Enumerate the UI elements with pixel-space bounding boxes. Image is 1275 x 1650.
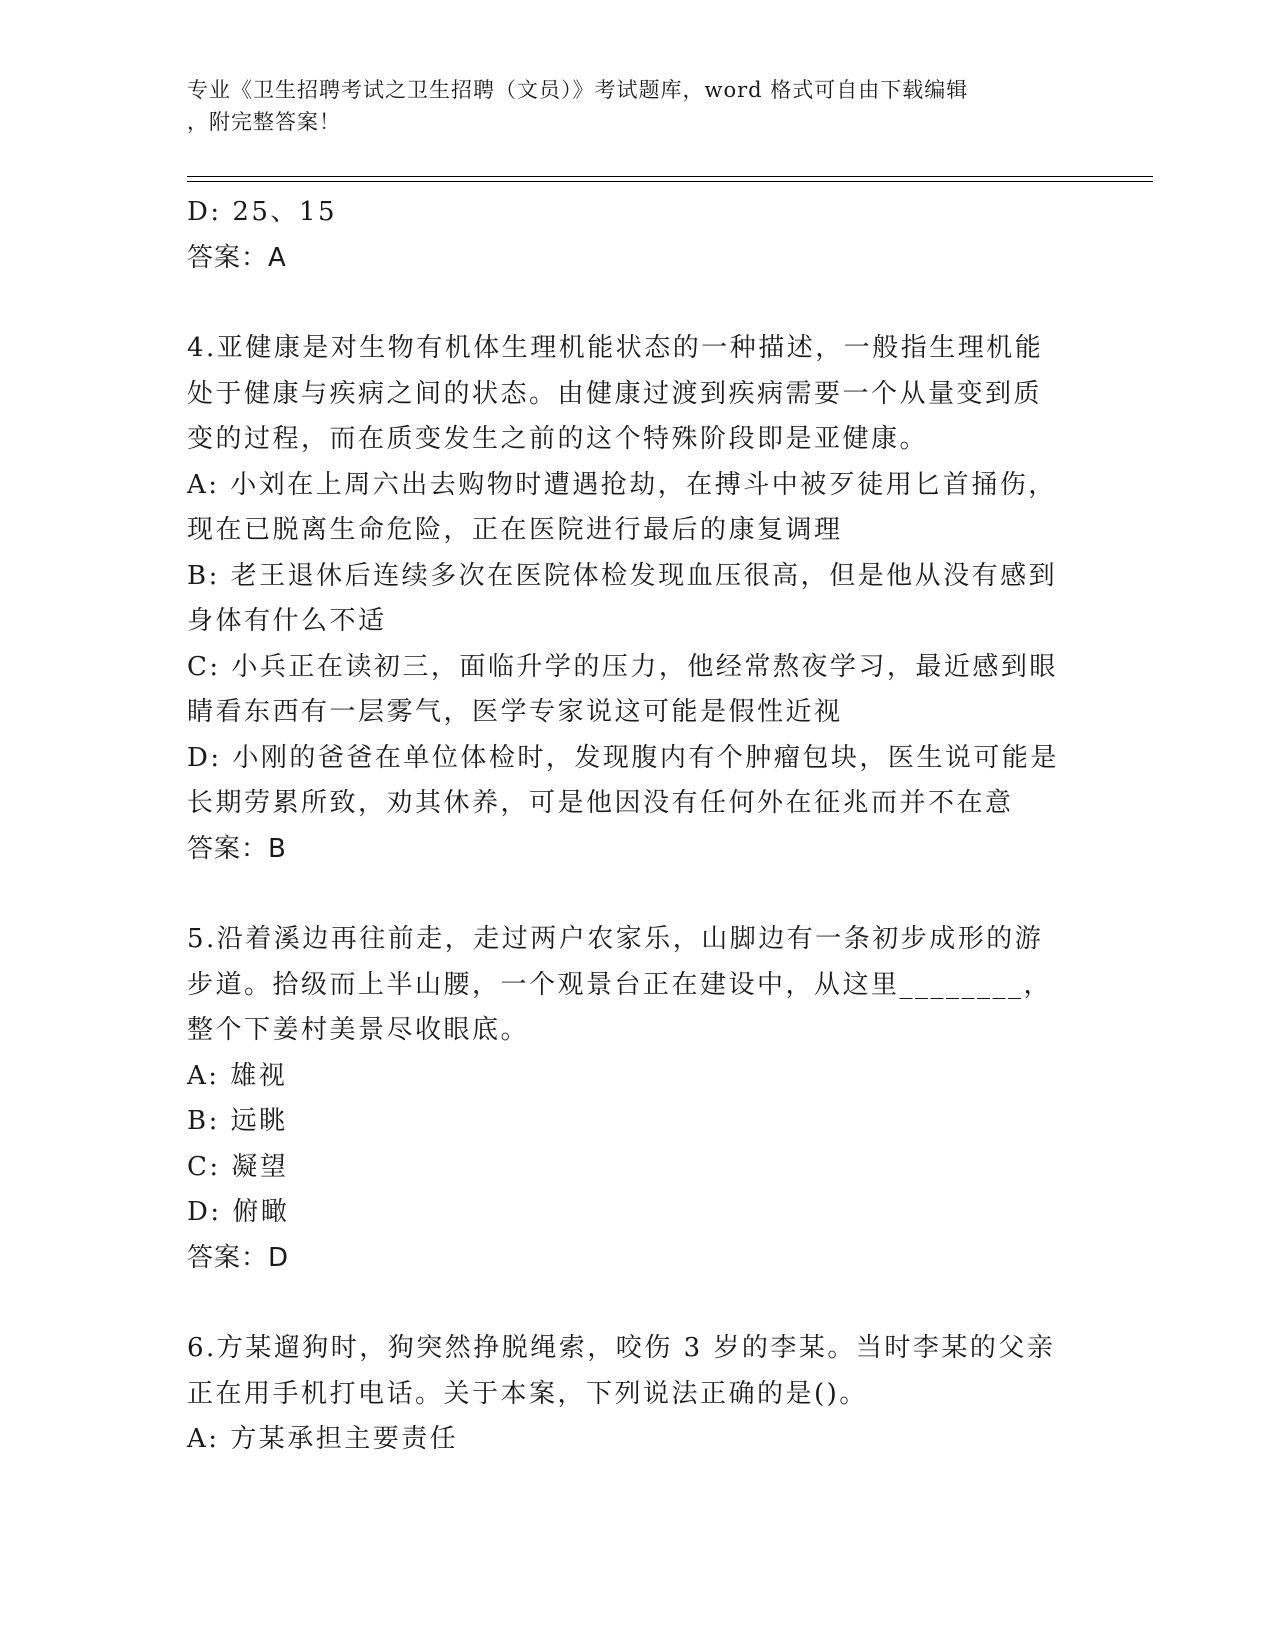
option-c: C: 小兵正在读初三，面临升学的压力，他经常熬夜学习，最近感到眼 xyxy=(187,651,1058,682)
question-stem-line: 整个下姜村美景尽收眼底。 xyxy=(187,1015,530,1045)
option-c: C: 凝望 xyxy=(187,1151,289,1182)
question-4 xyxy=(187,326,1087,872)
option-d: D: 俯瞰 xyxy=(187,1197,290,1227)
answer: 答案：D xyxy=(187,1242,290,1273)
option-a: A: 小刘在上周六出去购物时遭遇抢劫，在搏斗中被歹徒用匕首捅伤， xyxy=(187,469,1057,500)
spacer xyxy=(187,281,1087,326)
answer: 答案：B xyxy=(187,833,287,864)
option-d-cont: 长期劳累所致，劝其休养，可是他因没有任何外在征兆而并不在意 xyxy=(187,788,1014,818)
option-d: D: 小刚的爸爸在单位体检时，发现腹内有个肿瘤包块，医生说可能是 xyxy=(187,742,1059,773)
question-stem-line: 5.沿着溪边再往前走，走过两户农家乐，山脚边有一条初步成形的游 xyxy=(187,924,1044,954)
option-a: A: 方某承担主要责任 xyxy=(187,1424,459,1454)
question-stem-line: 6.方某遛狗时，狗突然挣脱绳索，咬伤 3 岁的李某。当时李某的父亲 xyxy=(187,1333,1056,1363)
option-b: B: 远眺 xyxy=(187,1106,288,1136)
spacer xyxy=(187,872,1087,917)
option-c-cont: 睛看东西有一层雾气，医学专家说这可能是假性近视 xyxy=(187,697,843,727)
question-content xyxy=(187,190,1087,1463)
question-stem-line: 处于健康与疾病之间的状态。由健康过渡到疾病需要一个从量变到质 xyxy=(187,378,1043,409)
header-line-2: ，附完整答案！ xyxy=(187,110,341,134)
question-5 xyxy=(187,917,1087,1281)
option-a-cont: 现在已脱离生命危险，正在医院进行最后的康复调理 xyxy=(187,515,843,545)
header-line-1: 专业《卫生招聘考试之卫生招聘（文员）》考试题库，word 格式可自由下载编辑 xyxy=(187,78,969,102)
document-header xyxy=(187,74,1067,138)
option-b-cont: 身体有什么不适 xyxy=(187,606,387,636)
header-divider xyxy=(187,176,1153,182)
spacer xyxy=(187,1281,1087,1326)
question-6 xyxy=(187,1326,1087,1463)
answer: 答案：A xyxy=(187,242,287,273)
option-d: D: 25、15 xyxy=(187,197,338,227)
question-stem-line: 步道。拾级而上半山腰，一个观景台正在建设中，从这里________， xyxy=(187,969,1053,1000)
option-a: A: 雄视 xyxy=(187,1060,288,1091)
question-stem-line: 正在用手机打电话。关于本案，下列说法正确的是()。 xyxy=(187,1378,868,1409)
question-stem-line: 变的过程，而在质变发生之前的这个特殊阶段即是亚健康。 xyxy=(187,424,929,454)
question-stem-line: 4.亚健康是对生物有机体生理机能状态的一种描述，一般指生理机能 xyxy=(187,333,1044,363)
option-b: B: 老王退休后连续多次在医院体检发现血压很高，但是他从没有感到 xyxy=(187,560,1058,591)
